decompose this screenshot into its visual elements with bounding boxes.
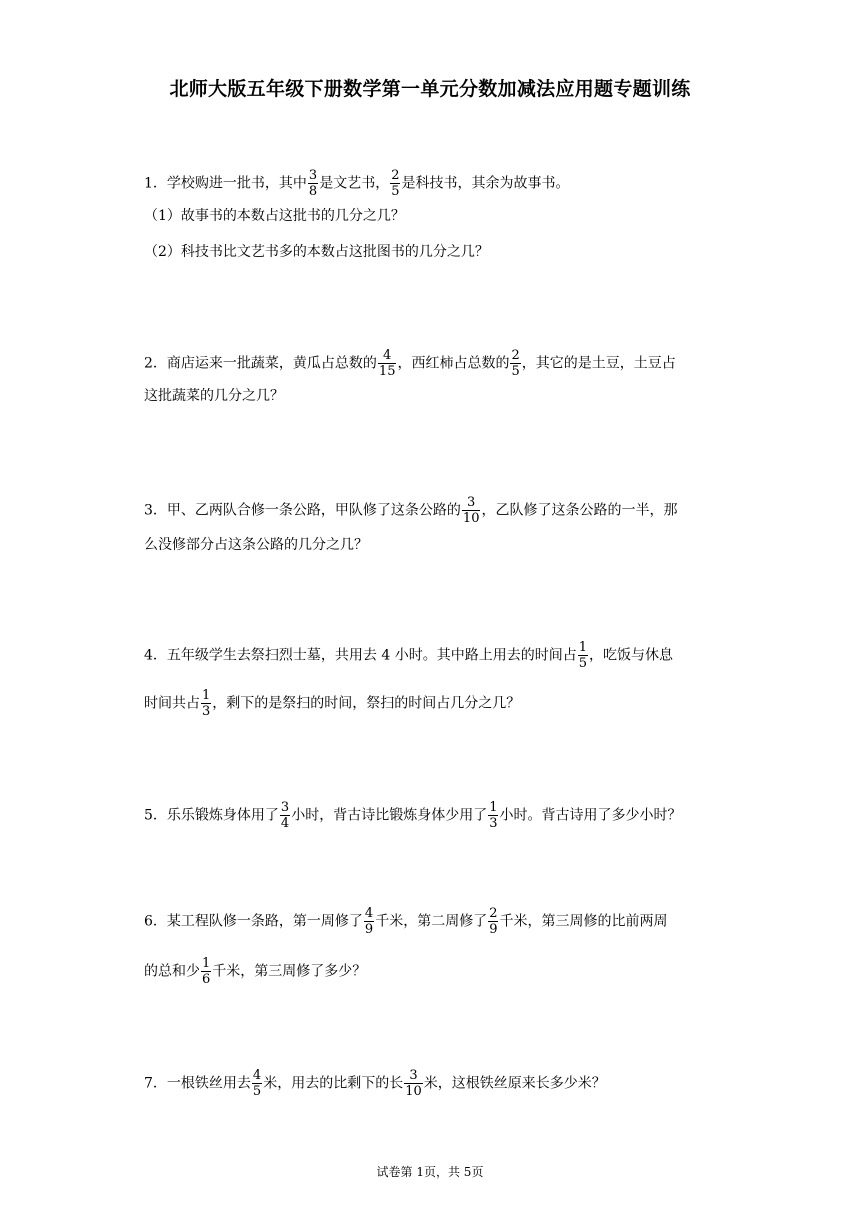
question-6 xyxy=(144,906,724,937)
question-6-text-e: 千米，第三周修了多少？ xyxy=(212,963,367,980)
question-1-text-a: 学校购进一批书，其中 xyxy=(166,175,307,192)
question-1-sub-1: （1）故事书的本数占这批书的几分之几？ xyxy=(144,208,405,224)
fraction: $\frac{1}{3}$ xyxy=(489,800,498,831)
question-4-number: 4． xyxy=(144,647,167,664)
question-2-line-2: 这批蔬菜的几分之几？ xyxy=(144,388,284,404)
fraction: $\frac{1}{6}$ xyxy=(202,956,211,987)
question-6-text-a: 某工程队修一条路，第一周修了 xyxy=(166,913,363,930)
question-5-text-c: 小时。背古诗用了多少小时？ xyxy=(499,807,682,824)
question-1-text-b: 是文艺书， xyxy=(319,175,390,192)
fraction: $\frac{4}{5}$ xyxy=(252,1068,262,1099)
fraction: $\frac{4}{15}$ xyxy=(378,348,396,379)
question-6-text-d: 的总和少 xyxy=(144,963,200,980)
question-1-sub-2: （2）科技书比文艺书多的本数占这批图书的几分之几？ xyxy=(144,244,489,260)
question-3-number: 3． xyxy=(144,502,167,519)
question-5-text-b: 小时，背古诗比锻炼身体少用了 xyxy=(291,807,488,824)
question-2-text-a: 商店运来一批蔬菜，黄瓜占总数的 xyxy=(166,355,377,372)
question-4-text-a: 五年级学生去祭扫烈士墓，共用去 4 小时。其中路上用去的时间占 xyxy=(166,647,577,664)
question-6-line-2 xyxy=(144,956,724,987)
question-3-text-a: 甲、乙两队合修一条公路，甲队修了这条公路的 xyxy=(166,502,461,519)
fraction: $\frac{1}{5}$ xyxy=(578,640,588,671)
fraction: $\frac{2}{9}$ xyxy=(489,906,498,937)
fraction: $\frac{1}{3}$ xyxy=(202,688,211,719)
question-4-text-c: 时间共占 xyxy=(144,695,200,712)
fraction: $\frac{3}{8}$ xyxy=(308,168,318,199)
fraction: $\frac{4}{9}$ xyxy=(364,906,374,937)
question-3-text-b: ，乙队修了这条公路的一半，那 xyxy=(481,502,678,519)
question-2 xyxy=(144,348,724,379)
fraction: $\frac{3}{10}$ xyxy=(405,1068,422,1099)
fraction: $\frac{2}{5}$ xyxy=(391,168,400,199)
fraction: $\frac{2}{5}$ xyxy=(511,348,520,379)
question-4-text-d: ，剩下的是祭扫的时间，祭扫的时间占几分之几？ xyxy=(212,695,521,712)
question-1-text-c: 是科技书，其余为故事书。 xyxy=(401,175,570,192)
question-5-text-a: 乐乐锻炼身体用了 xyxy=(166,807,279,824)
question-7 xyxy=(144,1068,724,1099)
page-footer: 试卷第 1页，共 5页 xyxy=(376,1165,484,1179)
question-4 xyxy=(144,640,724,671)
question-7-number: 7． xyxy=(144,1075,167,1092)
question-1 xyxy=(144,168,724,199)
question-6-text-c: 千米，第三周修的比前两周 xyxy=(499,913,668,930)
question-3-line-2: 么没修部分占这条公路的几分之几？ xyxy=(144,537,368,553)
question-2-text-b: ，西红柿占总数的 xyxy=(397,355,510,372)
question-2-number: 2． xyxy=(144,355,167,372)
question-4-text-b: ，吃饭与休息 xyxy=(589,647,674,664)
question-7-text-c: 米，这根铁丝原来长多少米？ xyxy=(423,1075,606,1092)
question-7-text-a: 一根铁丝用去 xyxy=(166,1075,251,1092)
question-6-text-b: 千米，第二周修了 xyxy=(375,913,488,930)
question-5 xyxy=(144,800,724,831)
fraction: $\frac{3}{10}$ xyxy=(462,495,480,526)
page-title: 北师大版五年级下册数学第一单元分数加减法应用题专题训练 xyxy=(169,78,691,100)
question-5-number: 5． xyxy=(144,807,167,824)
question-6-number: 6． xyxy=(144,913,167,930)
fraction: $\frac{3}{4}$ xyxy=(280,800,290,831)
question-4-line-2 xyxy=(144,688,724,719)
question-7-text-b: 米，用去的比剩下的长 xyxy=(263,1075,404,1092)
question-2-text-c: ，其它的是土豆，土豆占 xyxy=(521,355,676,372)
question-3 xyxy=(144,495,724,526)
question-1-number: 1． xyxy=(144,175,167,192)
